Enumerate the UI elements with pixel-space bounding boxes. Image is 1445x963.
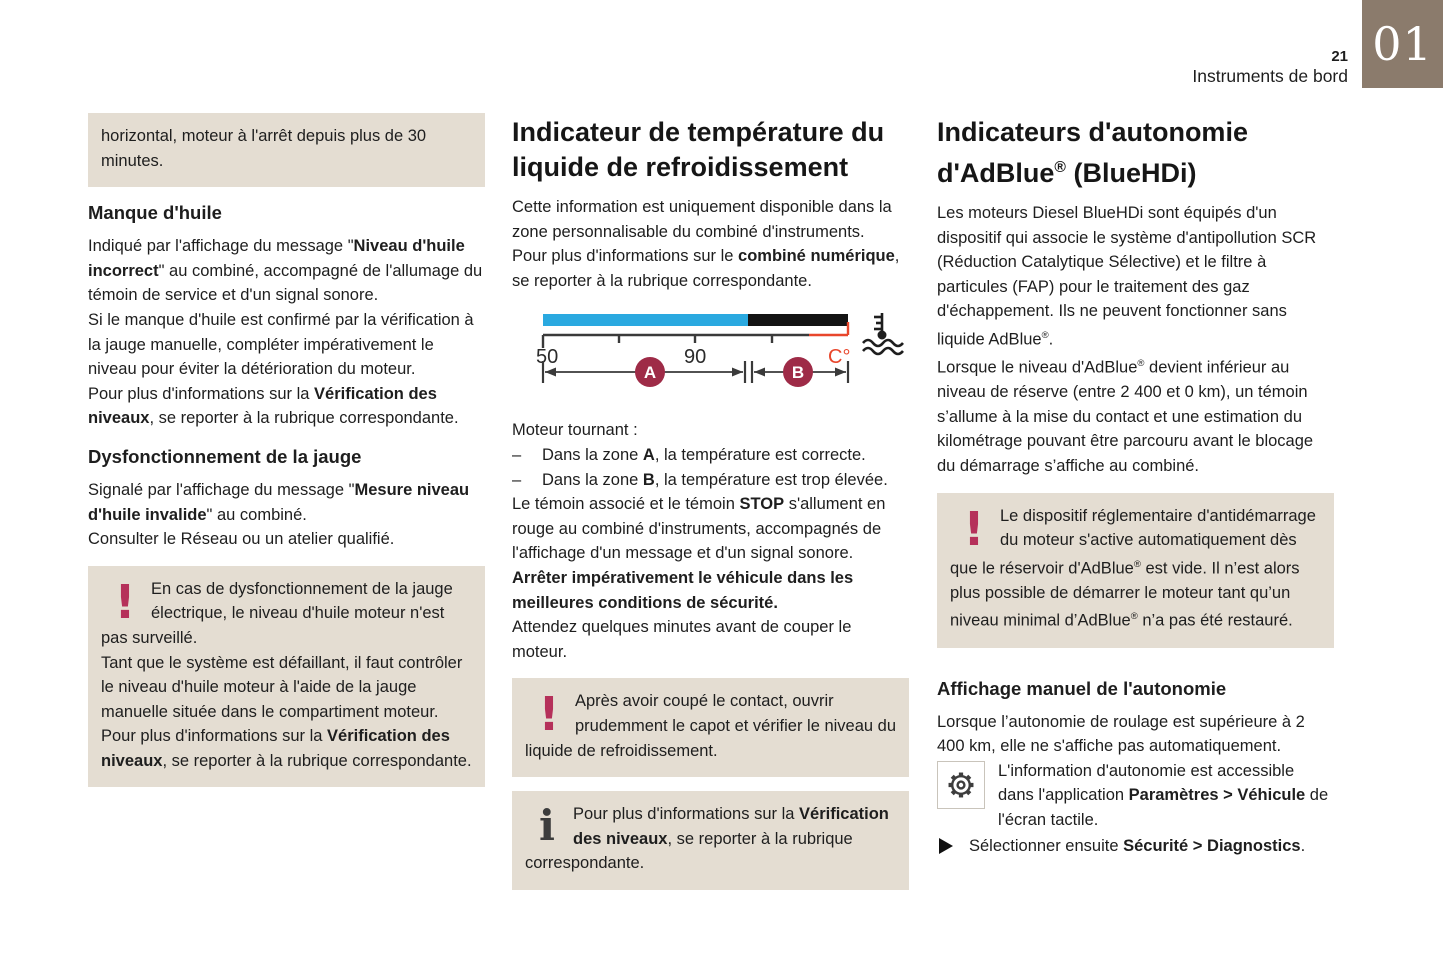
- list-item: [512, 443, 909, 468]
- note-box: [88, 113, 485, 187]
- settings-gear-icon: [937, 761, 985, 809]
- zone-b-label: B: [791, 363, 805, 383]
- paragraph: Pour plus d'informations sur le combiné numérique, se reporter à la rubrique correspondante.: [512, 247, 900, 290]
- gauge-tick-90: 90: [684, 346, 707, 369]
- coolant-title: Indicateur de température du liquide de refroidissement: [512, 117, 885, 182]
- gauge-bar-normal-zone: [543, 314, 748, 326]
- warning-exclamation-icon: !: [538, 687, 560, 742]
- coolant-temperature-icon: [863, 313, 903, 354]
- dash-bullet: –: [512, 445, 522, 464]
- gauge-unit-label: C°: [828, 346, 851, 369]
- info-text: Pour plus d'informations sur la Vérification des niveaux, se reporter à la rubrique correspondante.: [525, 805, 889, 873]
- page-number: 21: [1331, 48, 1348, 65]
- warning-box: [937, 493, 1334, 648]
- coolant-gauge-diagram: [512, 307, 909, 401]
- warning-text: Après avoir coupé le contact, ouvrir prudemment le capot et vérifier le niveau du liquide de refroidissement.: [525, 692, 897, 760]
- paragraph: L'information d'autonomie est accessible dans l'application Paramètres > Véhicule de l'écran tactile.: [998, 761, 1329, 829]
- info-box: [512, 791, 909, 890]
- paragraph-emphasis: Arrêter impérativement le véhicule dans les meilleures conditions de sécurité.: [512, 568, 854, 612]
- column-oil: [88, 113, 485, 787]
- engine-running-line: Moteur tournant :: [512, 421, 638, 440]
- paragraph: Indiqué par l'affichage du message "Niveau d'huile incorrect" au combiné, accompagné de l'allumage du témoin de service et d'un signal sonore.: [88, 237, 483, 305]
- section-title: Instruments de bord: [1192, 66, 1348, 86]
- list-item-text: Dans la zone A, la température est correcte.: [542, 445, 866, 464]
- heading-gauge-malfunction: Dysfonctionnement de la jauge: [88, 445, 362, 467]
- arrow-bullet-icon: [939, 838, 953, 854]
- list-item-text: Dans la zone B, la température est trop élevée.: [542, 470, 888, 489]
- heading-manual-display: Affichage manuel de l'autonomie: [937, 677, 1227, 699]
- coolant-gauge-figure: [512, 307, 909, 406]
- paragraph: Les moteurs Diesel BlueHDi sont équipés d'un dispositif qui associe le système d'antipollution SCR (Réduction Catalytique Sélective) et le filtre à particules (FAP) pour le traitement des gaz d'échappement. Ils ne peuvent fonctionner sans liquide AdBlue®.: [937, 204, 1317, 349]
- paragraph: Cette information est uniquement disponible dans la zone personnalisable du combiné d'instruments.: [512, 198, 892, 241]
- paragraph: Lorsque l’autonomie de roulage est supérieure à 2 400 km, elle ne s'affiche pas automatiquement.: [937, 712, 1305, 756]
- warning-exclamation-icon: !: [963, 501, 985, 556]
- information-icon: i: [539, 801, 555, 851]
- column-adblue: [937, 113, 1334, 859]
- adblue-title: Indicateurs d'autonomie d'AdBlue® (BlueHDi): [937, 117, 1248, 188]
- zone-a-label: A: [643, 363, 657, 383]
- heading-oil-shortage: Manque d'huile: [88, 202, 222, 224]
- dash-bullet: –: [512, 470, 522, 489]
- warning-text: Le dispositif réglementaire d'antidémarrage du moteur s'active automatiquement dès que le réservoir d'AdBlue® est vide. Il n’est alors plus possible de démarrer le moteur tant qu’un niveau minimal d’AdBlue® n’a pas été restauré.: [950, 506, 1316, 630]
- warning-box: [512, 678, 909, 777]
- paragraph: Si le manque d'huile est confirmé par la vérification à la jauge manuelle, compléter impérativement le niveau pour éviter la détérioration du moteur.: [88, 310, 474, 379]
- paragraph: Pour plus d'informations sur la Vérification des niveaux, se reporter à la rubrique correspondante.: [88, 384, 459, 428]
- paragraph: Signalé par l'affichage du message "Mesure niveau d'huile invalide" au combiné. Consulter le Réseau ou un atelier qualifié.: [88, 480, 470, 549]
- warning-text: En cas de dysfonctionnement de la jauge électrique, le niveau d'huile moteur n'est pas surveillé. Tant que le système est défaillant, il faut contrôler le niveau d'huile moteur à l'aide de la jauge manuelle située dans le compartiment moteur. Pour plus d'informations sur la Vérification des niveaux, se reporter à la rubrique correspondante.: [101, 579, 472, 770]
- list-item: [512, 468, 909, 493]
- paragraph: Lorsque le niveau d'AdBlue® devient inférieur au niveau de réserve (entre 2 400 et 0 km), un témoin s’allume à la mise du contact et une estimation du kilométrage pouvant être parcouru avant le blocage du démarrage s’affiche au combiné.: [937, 358, 1314, 475]
- paragraph: Le témoin associé et le témoin STOP s'allument en rouge au combiné d'instruments, accompagnés de l'affichage d'un message et d'un signal sonore.: [512, 495, 886, 563]
- gauge-tick-50: 50: [536, 346, 559, 369]
- warning-exclamation-icon: !: [114, 574, 136, 629]
- column-coolant: [512, 113, 909, 890]
- gauge-bar-hot-zone: [748, 314, 848, 326]
- warning-box: [88, 566, 485, 788]
- chapter-badge: 01: [1362, 0, 1443, 88]
- touchscreen-instruction: [937, 759, 1334, 833]
- note-text: horizontal, moteur à l'arrêt depuis plus de 30 minutes.: [101, 127, 427, 170]
- action-step-text: Sélectionner ensuite Sécurité > Diagnostics.: [969, 837, 1306, 856]
- paragraph: Attendez quelques minutes avant de couper le moteur.: [512, 618, 852, 661]
- action-step: [937, 834, 1334, 859]
